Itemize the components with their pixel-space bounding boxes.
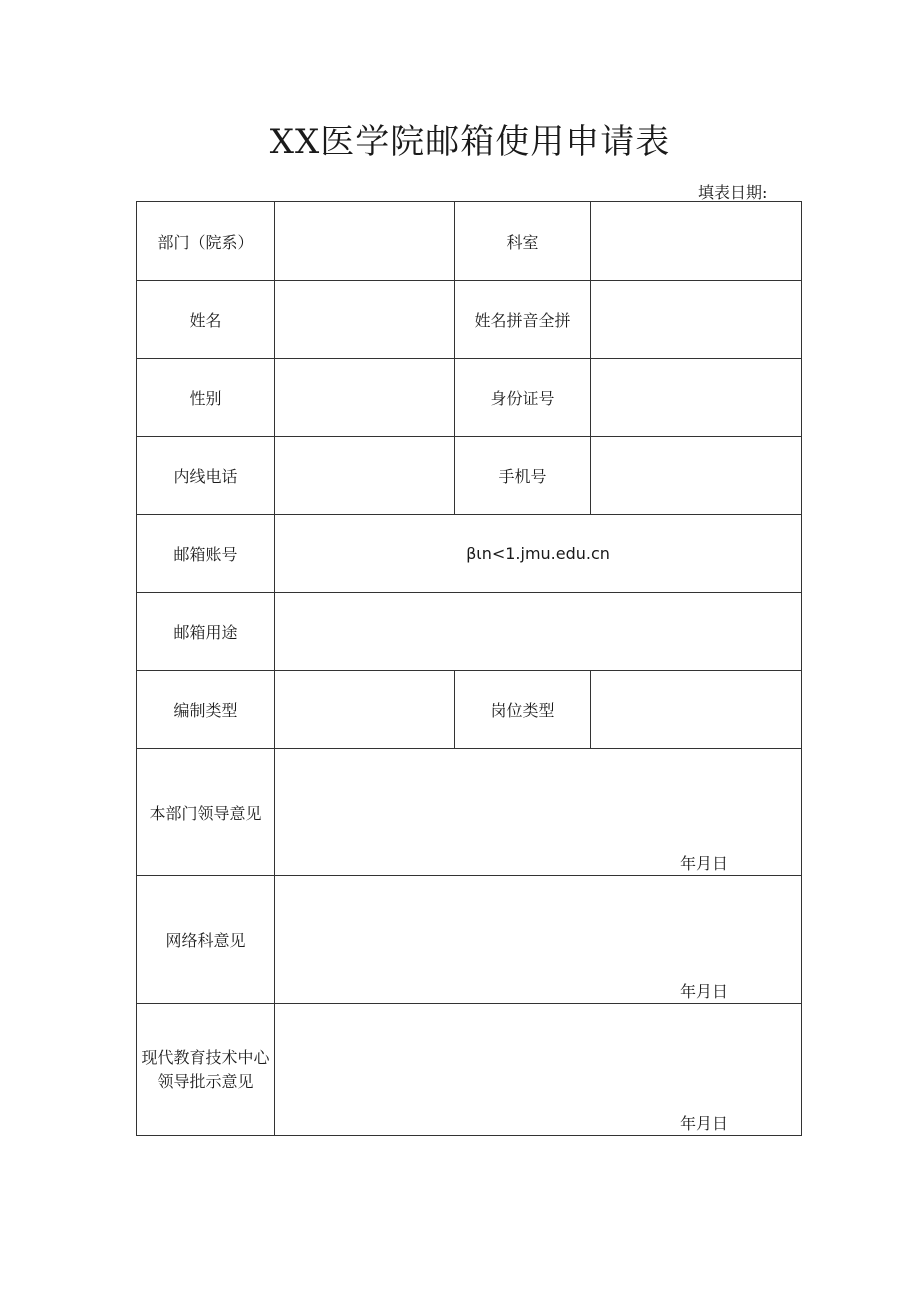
fill-date-label: 填表日期: — [698, 183, 768, 202]
dept-leader-opinion-label: 本部门领导意见 — [137, 749, 275, 876]
center-approval-label — [137, 1004, 275, 1136]
id-number-field[interactable] — [591, 359, 802, 437]
email-account-label: 邮箱账号 — [137, 515, 275, 593]
gender-field[interactable] — [275, 359, 455, 437]
position-type-label: 岗位类型 — [455, 671, 591, 749]
section-label: 科室 — [455, 202, 591, 281]
network-date-label: 年月日 — [680, 982, 729, 1001]
email-purpose-field[interactable] — [275, 593, 802, 671]
name-field[interactable] — [275, 281, 455, 359]
department-field[interactable] — [275, 202, 455, 281]
email-account-field[interactable]: βιn<1.jmu.edu.cn — [275, 515, 802, 593]
row-staffing — [137, 671, 802, 749]
row-department — [137, 202, 802, 281]
row-phone — [137, 437, 802, 515]
application-form — [136, 201, 802, 1136]
center-approval-field[interactable] — [275, 1004, 802, 1136]
row-dept-leader — [137, 749, 802, 876]
network-opinion-field[interactable] — [275, 876, 802, 1004]
row-gender — [137, 359, 802, 437]
center-approval-label-line2: 领导批示意见 — [157, 1071, 254, 1091]
extension-label: 内线电话 — [137, 437, 275, 515]
dept-leader-date-label: 年月日 — [680, 854, 729, 873]
name-label: 姓名 — [137, 281, 275, 359]
pinyin-label: 姓名拼音全拼 — [455, 281, 591, 359]
id-number-label: 身份证号 — [455, 359, 591, 437]
mobile-field[interactable] — [591, 437, 802, 515]
network-opinion-label: 网络科意见 — [137, 876, 275, 1004]
row-name — [137, 281, 802, 359]
extension-field[interactable] — [275, 437, 455, 515]
row-center — [137, 1004, 802, 1136]
row-network — [137, 876, 802, 1004]
staffing-type-field[interactable] — [275, 671, 455, 749]
department-label: 部门（院系） — [137, 202, 275, 281]
mobile-label: 手机号 — [455, 437, 591, 515]
row-purpose — [137, 593, 802, 671]
email-purpose-label: 邮箱用途 — [137, 593, 275, 671]
gender-label: 性别 — [137, 359, 275, 437]
row-email — [137, 515, 802, 593]
center-date-label: 年月日 — [680, 1114, 729, 1133]
center-approval-label-line1: 现代教育技术中心 — [141, 1047, 270, 1067]
section-field[interactable] — [591, 202, 802, 281]
position-type-field[interactable] — [591, 671, 802, 749]
pinyin-field[interactable] — [591, 281, 802, 359]
dept-leader-opinion-field[interactable] — [275, 749, 802, 876]
page-title: XX医学院邮箱使用申请表 — [269, 122, 671, 162]
staffing-type-label: 编制类型 — [137, 671, 275, 749]
